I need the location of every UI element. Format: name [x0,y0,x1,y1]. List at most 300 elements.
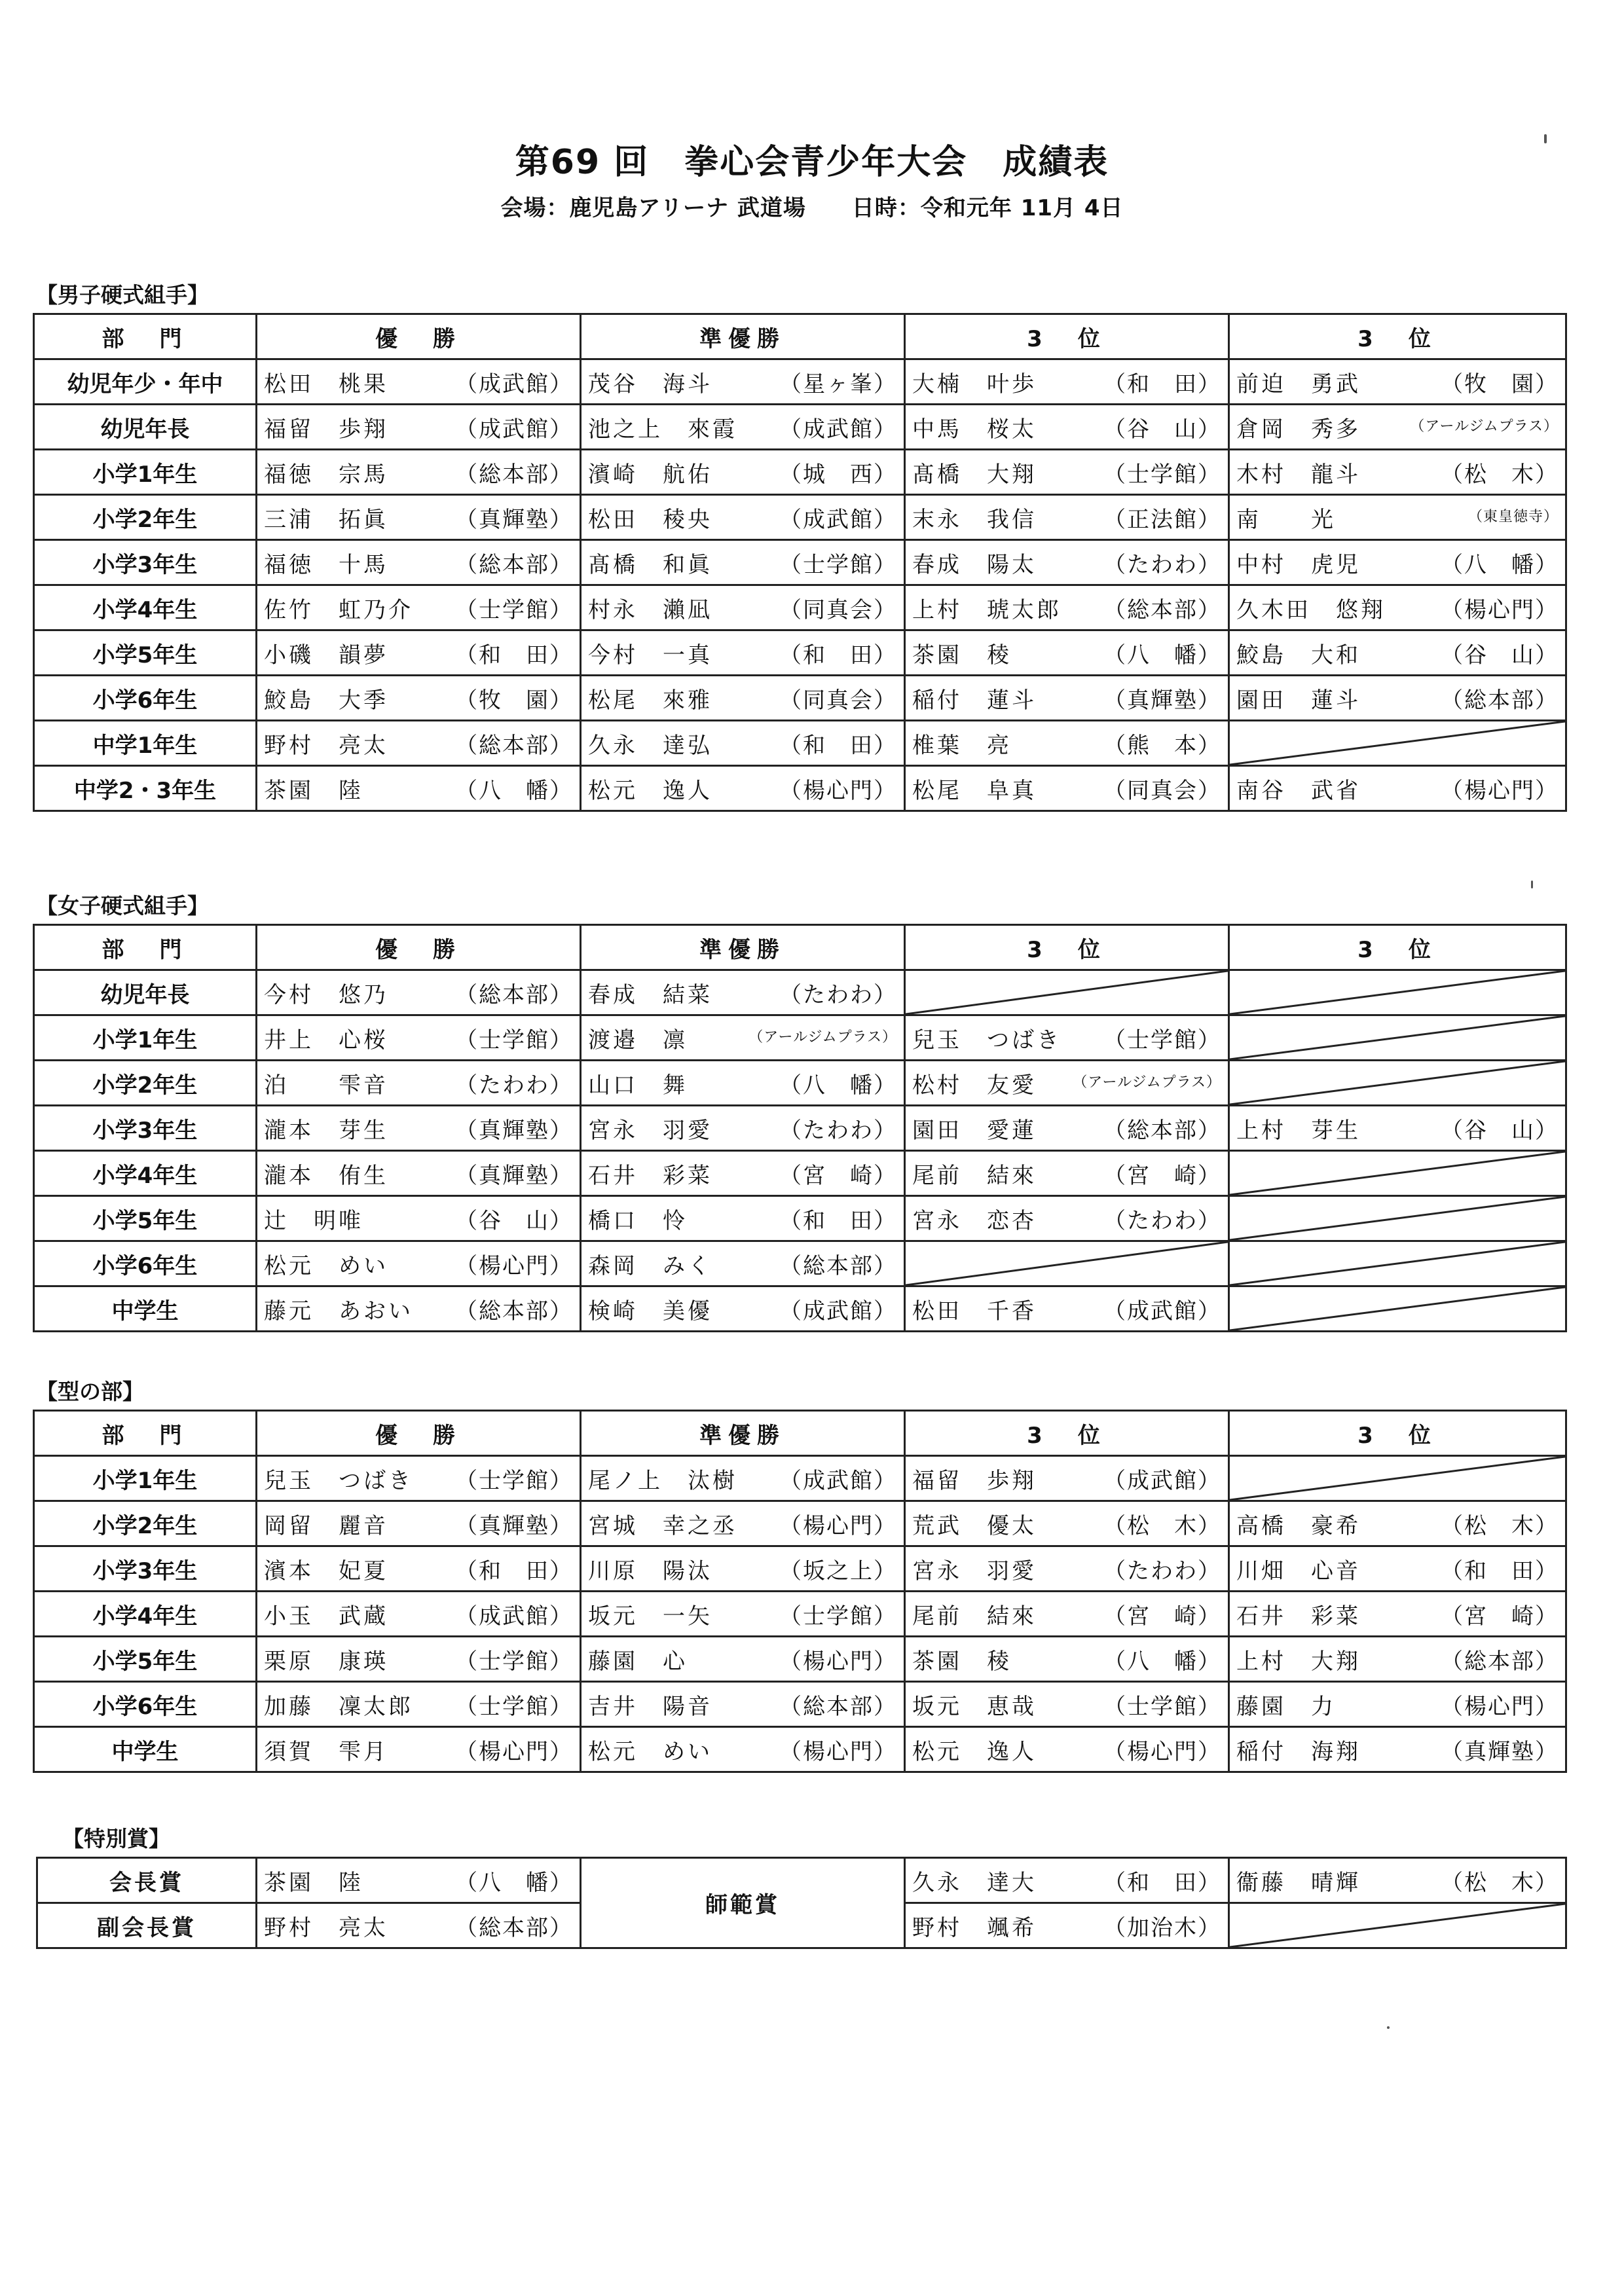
dojo-name: （士学館） [455,1467,573,1494]
competitor-name: 藤園 心 [588,1648,688,1675]
dojo-name: （谷 山） [1441,642,1559,668]
competitor-name: 茂谷 海斗 [588,371,712,397]
header-division: 部 門 [34,1411,257,1456]
competitor-name: 岡留 麗音 [264,1512,388,1539]
dojo-name: （八 幡） [1441,551,1559,578]
dojo-name: （士学館） [779,551,897,578]
competitor-name: 久木田 悠翔 [1236,596,1386,623]
dojo-name: （和 田） [1103,1869,1221,1896]
empty-slash [906,1242,1228,1285]
competitor-name: 森岡 みく [588,1252,712,1279]
third-place-cell-empty [905,1241,1229,1286]
competitor-name: 中馬 桜太 [912,416,1037,443]
competitor-name: 宮永 羽愛 [588,1117,712,1144]
competitor-name: 松田 千香 [912,1298,1037,1324]
dojo-name: （和 田） [1441,1558,1559,1584]
competitor-name: 坂元 恵哉 [912,1693,1037,1720]
third-place-cell [905,1015,1229,1061]
division-cell: 中学2・3年生 [34,766,257,811]
runner-up-cell [581,1196,905,1241]
dojo-name: （たわわ） [779,981,897,1008]
division-cell: 中学生 [34,1727,257,1772]
competitor-name: 村永 瀨凪 [588,596,712,623]
result-row [34,1286,1566,1332]
dojo-name: （谷 山） [1441,1117,1559,1144]
division-cell: 小学1年生 [34,1015,257,1061]
master-award-recipient [1229,1858,1566,1903]
dojo-name: （成武館） [779,506,897,533]
competitor-name: 渡邉 凛 [588,1027,688,1053]
scan-speck [1544,134,1547,143]
dojo-name: （和 田） [455,642,573,668]
competitor-name: 上村 芽生 [1236,1117,1361,1144]
runner-up-cell [581,495,905,540]
competitor-name: 野村 颯希 [912,1914,1037,1941]
division-cell: 小学6年生 [34,1241,257,1286]
section-label: 【男子硬式組手】 [36,282,209,308]
runner-up-cell [581,1015,905,1061]
runner-up-cell [581,1682,905,1727]
third-place-cell [905,721,1229,766]
result-row [34,1727,1566,1772]
dojo-name: （宮 崎） [1103,1162,1221,1189]
result-row [34,405,1566,450]
scan-speck [1531,881,1533,888]
result-row [34,1682,1566,1727]
empty-slash [1230,1016,1565,1059]
division-cell: 中学生 [34,1286,257,1332]
competitor-name: 松元 逸人 [588,777,712,804]
competitor-name: 荒武 優太 [912,1512,1037,1539]
runner-up-cell [581,1546,905,1592]
third-place-cell [1229,1637,1566,1682]
competitor-name: 今村 悠乃 [264,981,388,1008]
result-row [34,450,1566,495]
competitor-name: 加藤 凜太郎 [264,1693,413,1720]
division-cell: 小学4年生 [34,1151,257,1196]
dojo-name: （牧 園） [1441,371,1559,397]
competitor-name: 松元 めい [588,1738,712,1765]
dojo-name: （真輝塾） [455,1162,573,1189]
third-place-cell [905,630,1229,676]
empty-slash [1230,1152,1565,1195]
dojo-name: （総本部） [455,551,573,578]
result-row [34,970,1566,1015]
results-table [33,924,1567,1332]
competitor-name: 中村 虎児 [1236,551,1361,578]
results-table [33,313,1567,812]
winner-cell [257,1286,581,1332]
dojo-name: （たわわ） [455,1072,573,1099]
dojo-name: （和 田） [455,1558,573,1584]
competitor-name: 藤園 力 [1236,1693,1336,1720]
winner-cell [257,540,581,585]
third-place-cell [905,676,1229,721]
winner-cell [257,1241,581,1286]
dojo-name: （熊 本） [1103,732,1221,759]
dojo-name: （谷 山） [1103,416,1221,443]
winner-cell [257,1151,581,1196]
venue-date-line: 会場：鹿児島アリーナ 武道場 日時：令和元年 11月 4日 [500,195,1124,221]
runner-up-cell [581,1592,905,1637]
dojo-name: （成武館） [779,1298,897,1324]
division-cell: 小学4年生 [34,585,257,630]
competitor-name: 坂元 一矢 [588,1603,712,1630]
dojo-name: （楊心門） [779,777,897,804]
winner-cell [257,1727,581,1772]
third-place-cell [905,1456,1229,1501]
dojo-name: （城 西） [779,461,897,488]
award-name: 副会長賞 [37,1903,257,1948]
dojo-name: （宮 崎） [1103,1603,1221,1630]
header-third: 3 位 [1229,925,1566,970]
competitor-name: 池之上 來霞 [588,416,737,443]
result-row [34,1015,1566,1061]
division-cell: 小学5年生 [34,630,257,676]
dojo-name: （宮 崎） [779,1162,897,1189]
competitor-name: 久永 達大 [912,1869,1037,1896]
dojo-name: （士学館） [455,1648,573,1675]
competitor-name: 園田 蓮斗 [1236,687,1361,714]
competitor-name: 園田 愛蓮 [912,1117,1037,1144]
third-place-cell-empty [1229,721,1566,766]
third-place-cell-empty [1229,1286,1566,1332]
header-third: 3 位 [905,1411,1229,1456]
dojo-name: （士学館） [455,1693,573,1720]
competitor-name: 今村 一真 [588,642,712,668]
header-winner: 優 勝 [257,1411,581,1456]
empty-slash [906,971,1228,1014]
division-cell: 小学5年生 [34,1637,257,1682]
dojo-name: （成武館） [455,371,573,397]
third-place-cell-empty [1229,1061,1566,1106]
dojo-name: （楊心門） [455,1738,573,1765]
winner-cell [257,585,581,630]
competitor-name: 松田 桃果 [264,371,388,397]
dojo-name: （和 田） [1103,371,1221,397]
competitor-name: 末永 我信 [912,506,1037,533]
competitor-name: 宮永 羽愛 [912,1558,1037,1584]
division-cell: 小学1年生 [34,450,257,495]
competitor-name: 高橋 豪希 [1236,1512,1361,1539]
third-place-cell [905,1637,1229,1682]
master-award-recipient [905,1903,1229,1948]
division-cell: 小学3年生 [34,1106,257,1151]
third-place-cell-empty [905,970,1229,1015]
competitor-name: 井上 心桜 [264,1027,388,1053]
header-third: 3 位 [1229,1411,1566,1456]
competitor-name: 稲付 蓮斗 [912,687,1037,714]
dojo-name: （真輝塾） [1441,1738,1559,1765]
competitor-name: 鮫島 大季 [264,687,388,714]
division-cell: 小学2年生 [34,495,257,540]
dojo-name: （八 幡） [1103,642,1221,668]
dojo-name: （同真会） [779,687,897,714]
dojo-name: （真輝塾） [455,506,573,533]
competitor-name: 兒玉 つばき [264,1467,413,1494]
empty-slash [1230,1287,1565,1330]
competitor-name: 茶園 稜 [912,1648,1012,1675]
dojo-name: （士学館） [779,1603,897,1630]
dojo-name: （成武館） [779,416,897,443]
third-place-cell [1229,1501,1566,1546]
section-label: 【特別賞】 [62,1826,170,1851]
competitor-name: 福徳 十馬 [264,551,388,578]
dojo-name: （総本部） [1441,1648,1559,1675]
competitor-name: 松尾 來雅 [588,687,712,714]
empty-slash [1230,1242,1565,1285]
result-row [34,1241,1566,1286]
dojo-name: （宮 崎） [1441,1603,1559,1630]
result-row [34,1196,1566,1241]
dojo-name: （八 幡） [455,1869,573,1896]
dojo-name: （和 田） [779,642,897,668]
runner-up-cell [581,1151,905,1196]
competitor-name: 兒玉 つばき [912,1027,1061,1053]
competitor-name: 南 光 [1236,506,1336,533]
division-cell: 幼児年長 [34,405,257,450]
division-cell: 小学2年生 [34,1061,257,1106]
competitor-name: 福徳 宗馬 [264,461,388,488]
third-place-cell [905,1061,1229,1106]
competitor-name: 宮永 恋杏 [912,1207,1037,1234]
winner-cell [257,450,581,495]
third-place-cell [905,1727,1229,1772]
scan-speck [1387,2026,1390,2029]
dojo-name: （谷 山） [455,1207,573,1234]
master-award-empty [1229,1903,1566,1948]
header-winner: 優 勝 [257,925,581,970]
competitor-name: 茶園 陸 [264,777,363,804]
dojo-name: （東皇徳寺） [1467,508,1559,525]
master-award-recipient [905,1858,1229,1903]
header-division: 部 門 [34,925,257,970]
third-place-cell [905,1682,1229,1727]
dojo-name: （たわわ） [1103,1207,1221,1234]
competitor-name: 大楠 叶歩 [912,371,1037,397]
header-row [34,925,1566,970]
competitor-name: 福留 歩翔 [264,416,388,443]
runner-up-cell [581,970,905,1015]
empty-slash [1230,971,1565,1014]
third-place-cell [905,585,1229,630]
result-row [34,359,1566,405]
competitor-name: 春成 陽太 [912,551,1037,578]
dojo-name: （楊心門） [779,1512,897,1539]
competitor-name: 小玉 武蔵 [264,1603,388,1630]
header-runner-up: 準優勝 [581,314,905,359]
dojo-name: （成武館） [455,1603,573,1630]
third-place-cell [905,405,1229,450]
competitor-name: 小磯 韻夢 [264,642,388,668]
runner-up-cell [581,540,905,585]
results-table [33,1410,1567,1773]
special-row [37,1858,1566,1903]
division-cell: 小学4年生 [34,1592,257,1637]
dojo-name: （加治木） [1103,1914,1221,1941]
dojo-name: （和 田） [779,732,897,759]
result-row [34,721,1566,766]
competitor-name: 椎葉 亮 [912,732,1012,759]
dojo-name: （総本部） [1441,687,1559,714]
result-row [34,495,1566,540]
winner-cell [257,721,581,766]
header-row [34,314,1566,359]
third-place-cell [1229,405,1566,450]
dojo-name: （星ヶ峯） [779,371,897,397]
runner-up-cell [581,1501,905,1546]
winner-cell [257,1061,581,1106]
competitor-name: 松尾 阜真 [912,777,1037,804]
third-place-cell [1229,1727,1566,1772]
result-row [34,676,1566,721]
document-title: 第69 回 拳心会青少年大会 成績表 [515,143,1109,182]
runner-up-cell [581,359,905,405]
winner-cell [257,1682,581,1727]
third-place-cell [905,450,1229,495]
winner-cell [257,970,581,1015]
dojo-name: （正法館） [1103,506,1221,533]
runner-up-cell [581,450,905,495]
competitor-name: 山口 舞 [588,1072,688,1099]
dojo-name: （成武館） [1103,1298,1221,1324]
header-third: 3 位 [1229,314,1566,359]
header-runner-up: 準優勝 [581,1411,905,1456]
runner-up-cell [581,405,905,450]
dojo-name: （成武館） [1103,1467,1221,1494]
competitor-name: 髙橋 大翔 [912,461,1037,488]
third-place-cell [905,1546,1229,1592]
empty-slash [1230,1197,1565,1240]
dojo-name: （総本部） [1103,1117,1221,1144]
competitor-name: 栗原 康瑛 [264,1648,388,1675]
competitor-name: 尾ノ上 汰樹 [588,1467,737,1494]
runner-up-cell [581,676,905,721]
winner-cell [257,676,581,721]
dojo-name: （士学館） [1103,461,1221,488]
third-place-cell [905,1286,1229,1332]
result-row [34,585,1566,630]
dojo-name: （八 幡） [1103,1648,1221,1675]
competitor-name: 泊 雫音 [264,1072,388,1099]
winner-cell [257,1456,581,1501]
dojo-name: （成武館） [779,1467,897,1494]
division-cell: 小学2年生 [34,1501,257,1546]
result-row [34,1061,1566,1106]
third-place-cell [1229,1546,1566,1592]
third-place-cell-empty [1229,1015,1566,1061]
dojo-name: （牧 園） [455,687,573,714]
dojo-name: （総本部） [779,1693,897,1720]
competitor-name: 橋口 怜 [588,1207,688,1234]
dojo-name: （同真会） [1103,777,1221,804]
dojo-name: （八 幡） [455,777,573,804]
dojo-name: （たわわ） [1103,1558,1221,1584]
third-place-cell [1229,540,1566,585]
dojo-name: （士学館） [455,1027,573,1053]
division-cell: 小学3年生 [34,1546,257,1592]
runner-up-cell [581,1456,905,1501]
third-place-cell [905,540,1229,585]
competitor-name: 稲付 海翔 [1236,1738,1361,1765]
dojo-name: （同真会） [779,596,897,623]
competitor-name: 検崎 美優 [588,1298,712,1324]
competitor-name: 辻 明唯 [264,1207,363,1234]
header-third: 3 位 [905,925,1229,970]
competitor-name: 瀧本 芽生 [264,1117,388,1144]
header-division: 部 門 [34,314,257,359]
third-place-cell-empty [1229,1151,1566,1196]
third-place-cell [1229,1682,1566,1727]
runner-up-cell [581,721,905,766]
dojo-name: （総本部） [455,1298,573,1324]
section-label: 【女子硬式組手】 [36,893,209,919]
winner-cell [257,495,581,540]
dojo-name: （総本部） [455,981,573,1008]
empty-slash [1230,1904,1565,1947]
result-row [34,1151,1566,1196]
competitor-name: 茶園 稜 [912,642,1012,668]
division-cell: 小学3年生 [34,540,257,585]
competitor-name: 松村 友愛 [912,1072,1037,1099]
third-place-cell [1229,1592,1566,1637]
dojo-name: （楊心門） [1441,1693,1559,1720]
division-cell: 小学1年生 [34,1456,257,1501]
result-row [34,630,1566,676]
third-place-cell [1229,450,1566,495]
third-place-cell-empty [1229,1456,1566,1501]
dojo-name: （松 木） [1441,1512,1559,1539]
competitor-name: 松元 逸人 [912,1738,1037,1765]
award-recipient [257,1858,581,1903]
empty-slash [1230,721,1565,765]
competitor-name: 瀧本 侑生 [264,1162,388,1189]
competitor-name: 茶園 陸 [264,1869,363,1896]
section-label: 【型の部】 [36,1379,144,1404]
runner-up-cell [581,1241,905,1286]
third-place-cell [1229,676,1566,721]
special-awards-table [36,1857,1567,1949]
result-row [34,1456,1566,1501]
competitor-name: 上村 琥太郎 [912,596,1061,623]
dojo-name: （士学館） [455,596,573,623]
runner-up-cell [581,1106,905,1151]
competitor-name: 久永 達弘 [588,732,712,759]
competitor-name: 濱崎 航佑 [588,461,712,488]
third-place-cell-empty [1229,1196,1566,1241]
runner-up-cell [581,585,905,630]
competitor-name: 尾前 結來 [912,1603,1037,1630]
dojo-name: （真輝塾） [1103,687,1221,714]
competitor-name: 鮫島 大和 [1236,642,1361,668]
result-row [34,1637,1566,1682]
dojo-name: （和 田） [779,1207,897,1234]
competitor-name: 川原 陽汰 [588,1558,712,1584]
competitor-name: 石井 彩菜 [1236,1603,1361,1630]
dojo-name: （松 木） [1103,1512,1221,1539]
competitor-name: 吉井 陽音 [588,1693,712,1720]
third-place-cell [905,1151,1229,1196]
division-cell: 幼児年少・年中 [34,359,257,405]
competitor-name: 松元 めい [264,1252,388,1279]
winner-cell [257,405,581,450]
winner-cell [257,1196,581,1241]
award-recipient [257,1903,581,1948]
division-cell: 小学5年生 [34,1196,257,1241]
third-place-cell [1229,1106,1566,1151]
competitor-name: 南谷 武省 [1236,777,1361,804]
dojo-name: （たわわ） [779,1117,897,1144]
